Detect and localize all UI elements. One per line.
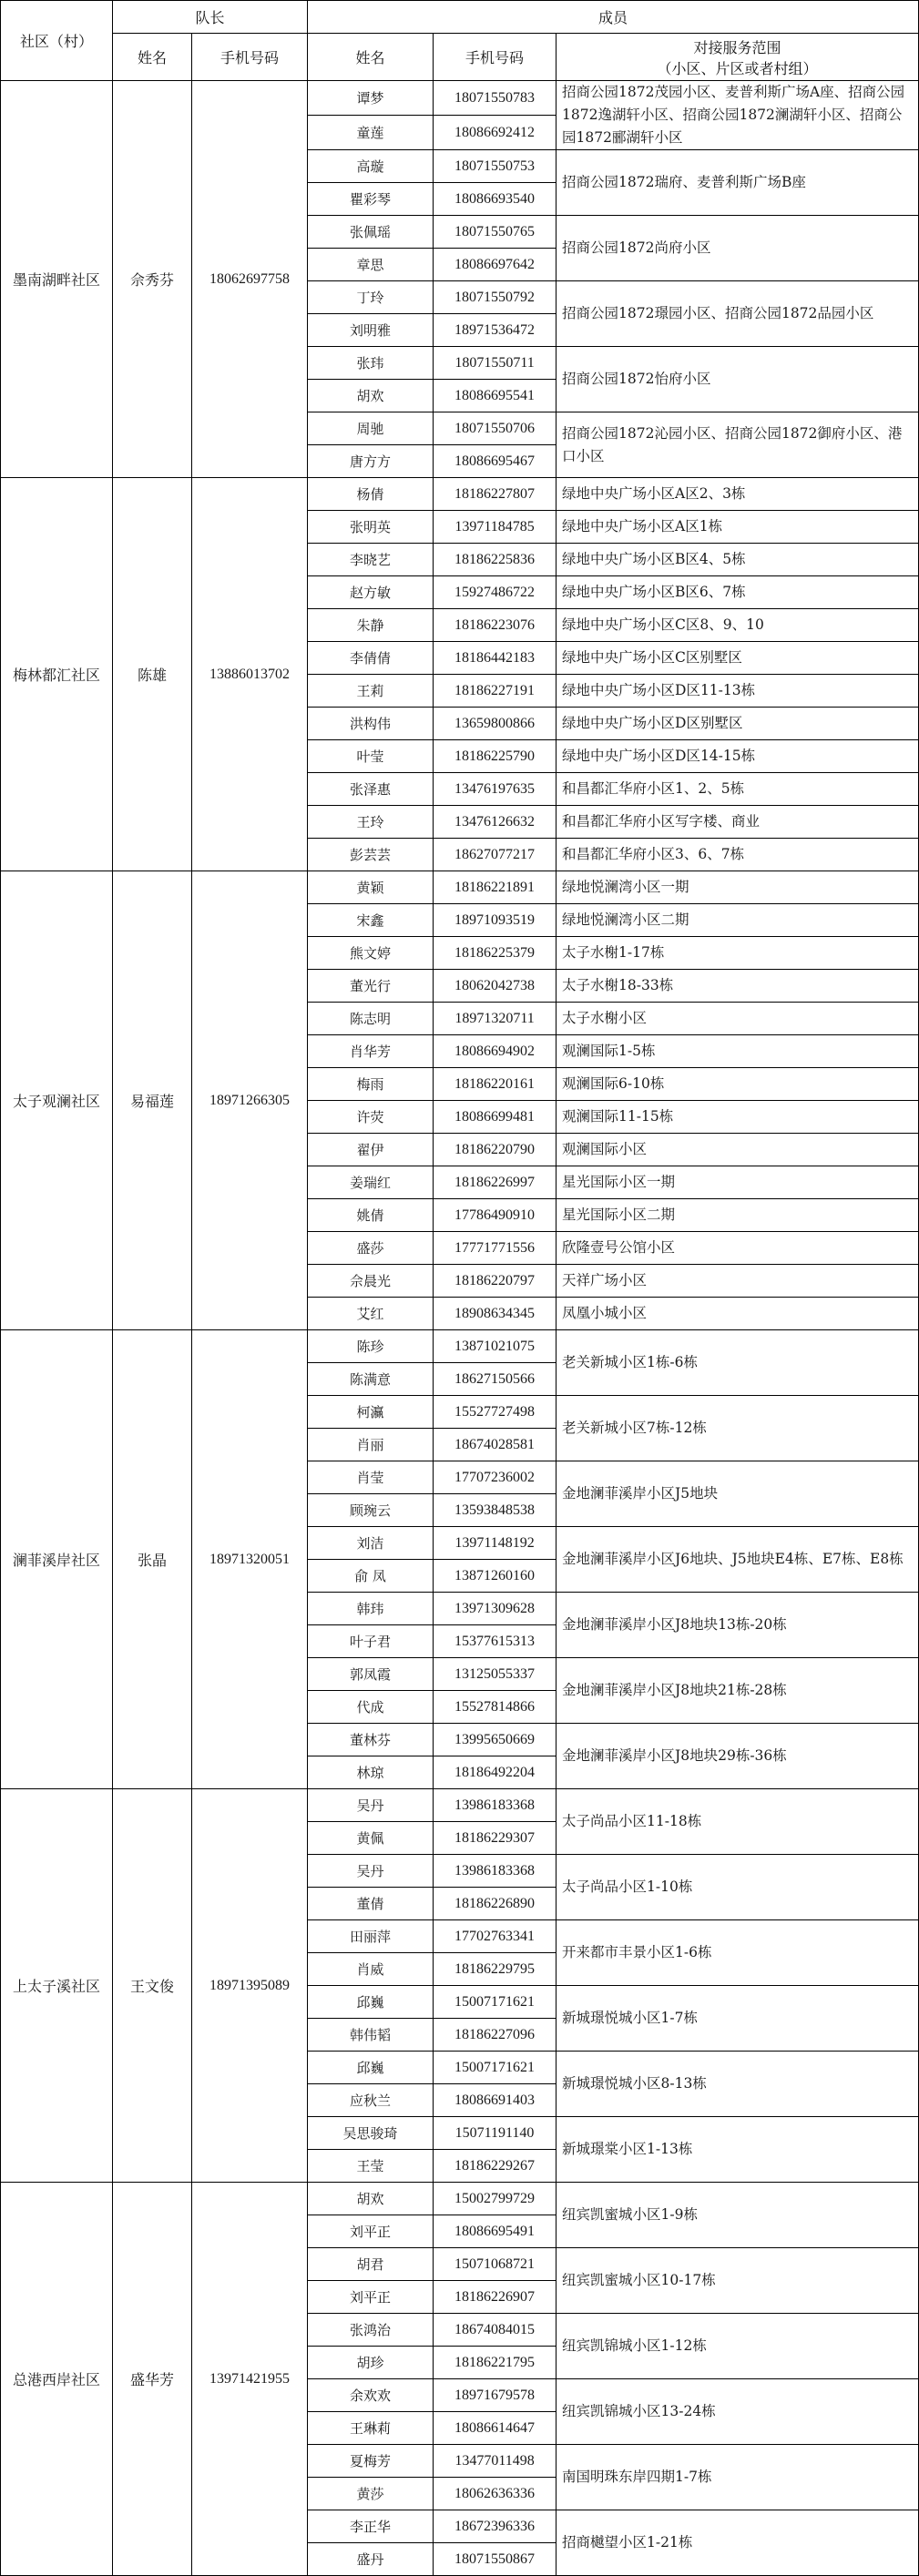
- service-scope: 太子水榭小区: [557, 1003, 919, 1035]
- member-phone: 15927486722: [434, 576, 557, 609]
- service-scope: 星光国际小区一期: [557, 1166, 919, 1199]
- leader-name: 陈雄: [113, 478, 192, 871]
- member-phone: 18908634345: [434, 1298, 557, 1330]
- member-phone: 18186227807: [434, 478, 557, 511]
- member-phone: 18086694902: [434, 1035, 557, 1068]
- header-member-group: 成员: [308, 1, 919, 34]
- member-name: 胡欢: [308, 2183, 434, 2215]
- member-name: 俞 凤: [308, 1560, 434, 1593]
- member-name: 林琼: [308, 1756, 434, 1789]
- member-name: 姜瑞红: [308, 1166, 434, 1199]
- community-name: 澜菲溪岸社区: [1, 1330, 113, 1789]
- service-scope: 金地澜菲溪岸小区J5地块: [557, 1461, 919, 1527]
- member-name: 瞿彩琴: [308, 183, 434, 216]
- service-scope: 绿地悦澜湾小区二期: [557, 904, 919, 937]
- leader-name: 张晶: [113, 1330, 192, 1789]
- member-phone: 18186229307: [434, 1822, 557, 1855]
- member-phone: 13986183368: [434, 1855, 557, 1888]
- member-name: 朱静: [308, 609, 434, 642]
- service-scope: 欣隆壹号公馆小区: [557, 1232, 919, 1265]
- service-scope: 绿地中央广场小区C区8、9、10: [557, 609, 919, 642]
- service-scope: 太子尚品小区11-18栋: [557, 1789, 919, 1855]
- member-phone: 18186226890: [434, 1888, 557, 1920]
- member-phone: 18674028581: [434, 1429, 557, 1461]
- member-name: 黄莎: [308, 2478, 434, 2510]
- community-name: 梅林都汇社区: [1, 478, 113, 871]
- member-name: 刘洁: [308, 1527, 434, 1560]
- member-phone: 18071550867: [434, 2543, 557, 2576]
- header-member-name: 姓名: [308, 34, 434, 81]
- service-scope: 纽宾凯锦城小区1-12栋: [557, 2314, 919, 2379]
- service-scope: 绿地中央广场小区D区14-15栋: [557, 740, 919, 773]
- member-phone: 15071068721: [434, 2248, 557, 2281]
- service-scope: 开来都市丰景小区1-6栋: [557, 1920, 919, 1986]
- member-phone: 18186442183: [434, 642, 557, 675]
- member-name: 叶莹: [308, 740, 434, 773]
- member-name: 周驰: [308, 412, 434, 445]
- member-name: 翟伊: [308, 1134, 434, 1166]
- member-phone: 18186225790: [434, 740, 557, 773]
- header-service-scope: [557, 34, 919, 81]
- member-name: 王莹: [308, 2150, 434, 2183]
- member-phone: 18071550783: [434, 81, 557, 116]
- member-name: 张佩瑶: [308, 216, 434, 249]
- community-name: 上太子溪社区: [1, 1789, 113, 2183]
- member-name: 陈珍: [308, 1330, 434, 1363]
- leader-name: 佘秀芬: [113, 81, 192, 478]
- member-name: 唐方方: [308, 445, 434, 478]
- member-name: 刘明雅: [308, 314, 434, 347]
- member-name: 张泽惠: [308, 773, 434, 806]
- service-scope: 绿地中央广场小区D区别墅区: [557, 708, 919, 740]
- service-scope: 金地澜菲溪岸小区J8地块13栋-20栋: [557, 1593, 919, 1658]
- member-phone: 13971148192: [434, 1527, 557, 1560]
- member-phone: 18186221891: [434, 871, 557, 904]
- leader-phone: 18971395089: [192, 1789, 308, 2183]
- community-name: 总港西岸社区: [1, 2183, 113, 2576]
- service-scope: 招商公园1872璟园小区、招商公园1872品园小区: [557, 281, 919, 347]
- member-name: 许荧: [308, 1101, 434, 1134]
- service-scope: 太子水榭18-33栋: [557, 970, 919, 1003]
- table-row: [1, 1789, 919, 1822]
- service-scope: 纽宾凯蜜城小区1-9栋: [557, 2183, 919, 2248]
- member-phone: 13659800866: [434, 708, 557, 740]
- member-phone: 18086695467: [434, 445, 557, 478]
- member-phone: 13476126632: [434, 806, 557, 839]
- service-scope: 凤凰小城小区: [557, 1298, 919, 1330]
- member-name: 吴丹: [308, 1855, 434, 1888]
- service-scope: 招商樾望小区1-21栋: [557, 2510, 919, 2576]
- service-scope: 金地澜菲溪岸小区J8地块21栋-28栋: [557, 1658, 919, 1724]
- member-phone: 18186229267: [434, 2150, 557, 2183]
- member-phone: 18186223076: [434, 609, 557, 642]
- member-name: 王莉: [308, 675, 434, 708]
- member-phone: 17702763341: [434, 1920, 557, 1953]
- member-phone: 18086692412: [434, 116, 557, 150]
- member-name: 夏梅芳: [308, 2445, 434, 2478]
- member-phone: 18186227096: [434, 2019, 557, 2052]
- leader-phone: 18971320051: [192, 1330, 308, 1789]
- member-name: 余欢欢: [308, 2379, 434, 2412]
- service-scope: 纽宾凯蜜城小区10-17栋: [557, 2248, 919, 2314]
- service-scope: 金地澜菲溪岸小区J6地块、J5地块E4栋、E7栋、E8栋: [557, 1527, 919, 1593]
- member-phone: 18971093519: [434, 904, 557, 937]
- member-phone: 18186220797: [434, 1265, 557, 1298]
- member-phone: 18086695491: [434, 2215, 557, 2248]
- header-leader-phone: 手机号码: [192, 34, 308, 81]
- leader-name: 王文俊: [113, 1789, 192, 2183]
- service-scope: 和昌都汇华府小区3、6、7栋: [557, 839, 919, 871]
- member-name: 盛莎: [308, 1232, 434, 1265]
- service-scope: 观澜国际小区: [557, 1134, 919, 1166]
- header-scope-line1: 对接服务范围: [693, 38, 781, 56]
- member-name: 李晓艺: [308, 544, 434, 576]
- member-phone: 18071550753: [434, 150, 557, 183]
- member-phone: 17707236002: [434, 1461, 557, 1494]
- member-name: 肖丽: [308, 1429, 434, 1461]
- member-name: 田丽萍: [308, 1920, 434, 1953]
- service-scope: 和昌都汇华府小区写字楼、商业: [557, 806, 919, 839]
- service-scope: 绿地中央广场小区B区6、7栋: [557, 576, 919, 609]
- member-name: 王玲: [308, 806, 434, 839]
- member-name: 黄佩: [308, 1822, 434, 1855]
- service-scope: 太子水榭1-17栋: [557, 937, 919, 970]
- member-phone: 18086691403: [434, 2084, 557, 2117]
- member-name: 盛丹: [308, 2543, 434, 2576]
- member-phone: 15527727498: [434, 1396, 557, 1429]
- leader-phone: 13971421955: [192, 2183, 308, 2576]
- leader-phone: 18971266305: [192, 871, 308, 1330]
- service-scope: 和昌都汇华府小区1、2、5栋: [557, 773, 919, 806]
- member-name: 洪构伟: [308, 708, 434, 740]
- member-name: 刘平正: [308, 2281, 434, 2314]
- member-phone: 18071550765: [434, 216, 557, 249]
- member-phone: 18071550706: [434, 412, 557, 445]
- member-name: 陈志明: [308, 1003, 434, 1035]
- member-phone: 17771771556: [434, 1232, 557, 1265]
- service-scope: 老关新城小区7栋-12栋: [557, 1396, 919, 1461]
- member-phone: 13971184785: [434, 511, 557, 544]
- member-name: 黄颖: [308, 871, 434, 904]
- member-name: 佘晨光: [308, 1265, 434, 1298]
- member-phone: 18186225836: [434, 544, 557, 576]
- table-body: [1, 81, 919, 2576]
- service-scope: 老关新城小区1栋-6栋: [557, 1330, 919, 1396]
- member-phone: 18186227191: [434, 675, 557, 708]
- member-name: 胡珍: [308, 2347, 434, 2379]
- service-scope: 观澜国际6-10栋: [557, 1068, 919, 1101]
- member-phone: 18627150566: [434, 1363, 557, 1396]
- member-phone: 18071550792: [434, 281, 557, 314]
- member-name: 张明英: [308, 511, 434, 544]
- member-phone: 13995650669: [434, 1724, 557, 1756]
- member-phone: 13125055337: [434, 1658, 557, 1691]
- member-phone: 18971536472: [434, 314, 557, 347]
- service-scope: 绿地中央广场小区B区4、5栋: [557, 544, 919, 576]
- member-name: 韩伟韬: [308, 2019, 434, 2052]
- community-name: 墨南湖畔社区: [1, 81, 113, 478]
- member-phone: 18971679578: [434, 2379, 557, 2412]
- community-name: 太子观澜社区: [1, 871, 113, 1330]
- member-phone: 18186226907: [434, 2281, 557, 2314]
- member-name: 赵方敏: [308, 576, 434, 609]
- member-name: 董倩: [308, 1888, 434, 1920]
- member-phone: 15071191140: [434, 2117, 557, 2150]
- table-row: [1, 478, 919, 511]
- member-name: 顾琬云: [308, 1494, 434, 1527]
- service-scope: 金地澜菲溪岸小区J8地块29栋-36栋: [557, 1724, 919, 1789]
- member-name: 吴思骏琦: [308, 2117, 434, 2150]
- member-phone: 18071550711: [434, 347, 557, 380]
- service-scope: 南国明珠东岸四期1-7栋: [557, 2445, 919, 2510]
- member-name: 柯灜: [308, 1396, 434, 1429]
- member-phone: 18672396336: [434, 2510, 557, 2543]
- member-phone: 18186229795: [434, 1953, 557, 1986]
- member-phone: 13871021075: [434, 1330, 557, 1363]
- service-scope: 绿地中央广场小区C区别墅区: [557, 642, 919, 675]
- service-scope: 绿地中央广场小区A区1栋: [557, 511, 919, 544]
- service-scope: 纽宾凯锦城小区13-24栋: [557, 2379, 919, 2445]
- member-name: 张玮: [308, 347, 434, 380]
- member-phone: 15527814866: [434, 1691, 557, 1724]
- member-phone: 18674084015: [434, 2314, 557, 2347]
- member-name: 邱巍: [308, 2052, 434, 2084]
- service-scope: 天祥广场小区: [557, 1265, 919, 1298]
- member-name: 高璇: [308, 150, 434, 183]
- member-phone: 18062636336: [434, 2478, 557, 2510]
- member-name: 宋鑫: [308, 904, 434, 937]
- member-phone: 13986183368: [434, 1789, 557, 1822]
- member-phone: 18186220790: [434, 1134, 557, 1166]
- service-scope: 新城璟棠小区1-13栋: [557, 2117, 919, 2183]
- leader-name: 盛华芳: [113, 2183, 192, 2576]
- service-scope: 招商公园1872瑞府、麦普利斯广场B座: [557, 150, 919, 216]
- member-phone: 18627077217: [434, 839, 557, 871]
- member-name: 韩玮: [308, 1593, 434, 1625]
- service-scope: 招商公园1872茂园小区、麦普利斯广场A座、招商公园1872逸湖轩小区、招商公园1872澜湖轩小区、招商公园1872郦湖轩小区: [557, 81, 919, 150]
- member-phone: 15377615313: [434, 1625, 557, 1658]
- member-name: 肖华芳: [308, 1035, 434, 1068]
- member-name: 刘平正: [308, 2215, 434, 2248]
- member-name: 李倩倩: [308, 642, 434, 675]
- member-phone: 13871260160: [434, 1560, 557, 1593]
- member-phone: 18186225379: [434, 937, 557, 970]
- member-name: 李正华: [308, 2510, 434, 2543]
- service-scope: 新城璟悦城小区1-7栋: [557, 1986, 919, 2052]
- service-scope: 绿地中央广场小区D区11-13栋: [557, 675, 919, 708]
- member-phone: 18062042738: [434, 970, 557, 1003]
- member-phone: 15007171621: [434, 2052, 557, 2084]
- member-phone: 13476197635: [434, 773, 557, 806]
- table-row: [1, 871, 919, 904]
- service-scope: 太子尚品小区1-10栋: [557, 1855, 919, 1920]
- member-name: 吴丹: [308, 1789, 434, 1822]
- member-name: 董林芬: [308, 1724, 434, 1756]
- header-leader-name: 姓名: [113, 34, 192, 81]
- member-name: 张鸿治: [308, 2314, 434, 2347]
- header-scope-line2: （小区、片区或者村组）: [657, 59, 818, 77]
- service-scope: 观澜国际1-5栋: [557, 1035, 919, 1068]
- member-phone: 18086695541: [434, 380, 557, 412]
- member-name: 邱巍: [308, 1986, 434, 2019]
- member-name: 姚倩: [308, 1199, 434, 1232]
- leader-name: 易福莲: [113, 871, 192, 1330]
- member-name: 肖莹: [308, 1461, 434, 1494]
- member-phone: 18971320711: [434, 1003, 557, 1035]
- member-phone: 15002799729: [434, 2183, 557, 2215]
- member-phone: 13971309628: [434, 1593, 557, 1625]
- member-name: 杨倩: [308, 478, 434, 511]
- member-phone: 18186221795: [434, 2347, 557, 2379]
- member-name: 熊文婷: [308, 937, 434, 970]
- service-scope: 新城璟悦城小区8-13栋: [557, 2052, 919, 2117]
- member-phone: 18086614647: [434, 2412, 557, 2445]
- member-phone: 18086693540: [434, 183, 557, 216]
- member-name: 章思: [308, 249, 434, 281]
- table-row: [1, 1330, 919, 1363]
- member-phone: 18186492204: [434, 1756, 557, 1789]
- member-name: 王琳莉: [308, 2412, 434, 2445]
- service-scope: 观澜国际11-15栋: [557, 1101, 919, 1134]
- header-community: 社区（村）: [1, 1, 113, 81]
- member-name: 梅雨: [308, 1068, 434, 1101]
- header-member-phone: 手机号码: [434, 34, 557, 81]
- member-name: 肖威: [308, 1953, 434, 1986]
- service-scope: 星光国际小区二期: [557, 1199, 919, 1232]
- member-phone: 18086699481: [434, 1101, 557, 1134]
- member-phone: 18186220161: [434, 1068, 557, 1101]
- service-scope: 招商公园1872怡府小区: [557, 347, 919, 412]
- leader-phone: 18062697758: [192, 81, 308, 478]
- member-phone: 18086697642: [434, 249, 557, 281]
- member-name: 代成: [308, 1691, 434, 1724]
- member-name: 胡君: [308, 2248, 434, 2281]
- member-phone: 17786490910: [434, 1199, 557, 1232]
- member-name: 郭凤霞: [308, 1658, 434, 1691]
- member-name: 叶子君: [308, 1625, 434, 1658]
- member-name: 谭梦: [308, 81, 434, 116]
- member-name: 童莲: [308, 116, 434, 150]
- member-phone: 13477011498: [434, 2445, 557, 2478]
- member-phone: 18186226997: [434, 1166, 557, 1199]
- table-row: [1, 81, 919, 116]
- member-name: 应秋兰: [308, 2084, 434, 2117]
- member-name: 彭芸芸: [308, 839, 434, 871]
- member-name: 丁玲: [308, 281, 434, 314]
- table-row: [1, 2183, 919, 2215]
- member-phone: 15007171621: [434, 1986, 557, 2019]
- service-scope: 招商公园1872尚府小区: [557, 216, 919, 281]
- member-name: 艾红: [308, 1298, 434, 1330]
- leader-phone: 13886013702: [192, 478, 308, 871]
- service-scope: 招商公园1872沁园小区、招商公园1872御府小区、港口小区: [557, 412, 919, 478]
- member-phone: 13593848538: [434, 1494, 557, 1527]
- member-name: 董光行: [308, 970, 434, 1003]
- service-scope: 绿地中央广场小区A区2、3栋: [557, 478, 919, 511]
- header-leader-group: 队长: [113, 1, 308, 34]
- member-name: 陈满意: [308, 1363, 434, 1396]
- member-name: 胡欢: [308, 380, 434, 412]
- service-scope: 绿地悦澜湾小区一期: [557, 871, 919, 904]
